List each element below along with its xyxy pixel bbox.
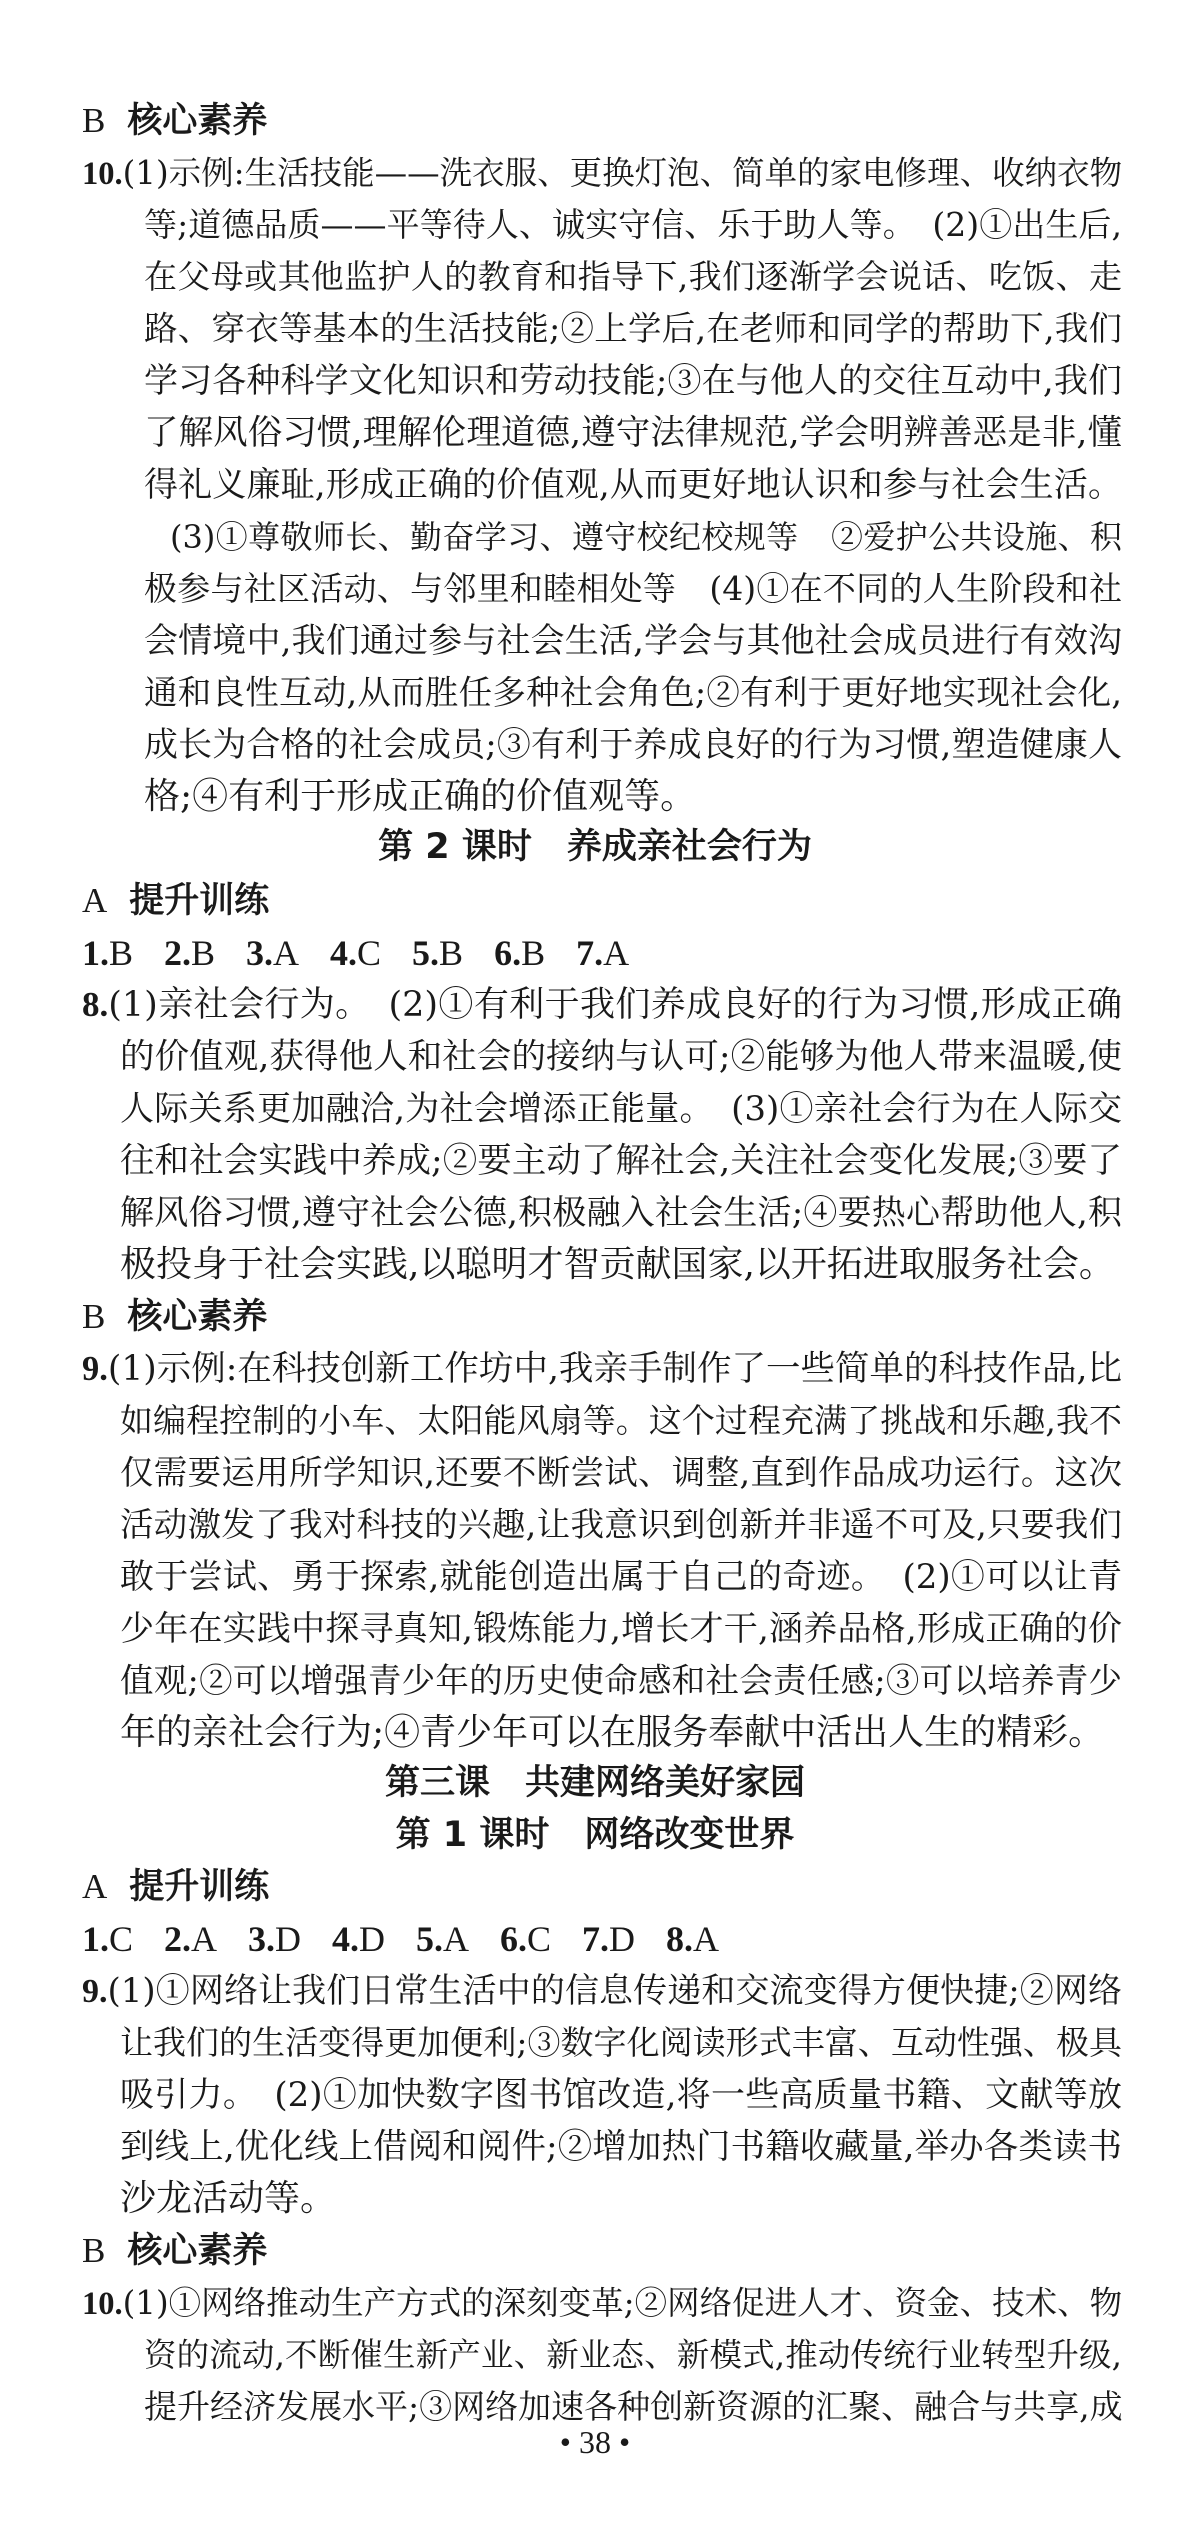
choice-answer: 6.C — [500, 1919, 552, 1959]
answer-line: 极参与社区活动、与邻里和睦相处等 (4)①在不同的人生阶段和社 — [144, 569, 1122, 608]
answer-line: 少年在实践中探寻真知,锻炼能力,增长才干,涵养品格,形成正确的价 — [120, 1609, 1122, 1649]
answer-line: 往和社会实践中养成;②要主动了解社会,关注社会变化发展;③要了 — [120, 1141, 1122, 1181]
choice-answer: 8.A — [666, 1919, 720, 1959]
answer-line: 等;道德品质——平等待人、诚实守信、乐于助人等。 (2)①出生后, — [144, 205, 1122, 244]
answer-line — [82, 148, 1122, 198]
section-label — [82, 2226, 267, 2276]
lesson-heading: 第 1 课时 网络改变世界 — [395, 1815, 795, 1855]
answer-line: 会情境中,我们通过参与社会生活,学会与其他社会成员进行有效沟 — [144, 621, 1122, 661]
answer-line: 成长为合格的社会成员;③有利于养成良好的行为习惯,塑造健康人 — [144, 725, 1122, 765]
section-letter: A — [82, 881, 108, 920]
answer-line: 资的流动,不断催生新产业、新业态、新模式,推动传统行业转型升级, — [144, 2336, 1122, 2374]
question-number: 9. — [82, 1350, 108, 1388]
answer-text: (1)示例:在科技创新工作坊中,我亲手制作了一些简单的科技作品,比 — [107, 1349, 1122, 1389]
answer-line: 敢于尝试、勇于探索,就能创造出属于自己的奇迹。 (2)①可以让青 — [120, 1557, 1122, 1597]
choice-answer: 7.D — [582, 1919, 636, 1959]
answer-line: 学习各种科学文化知识和劳动技能;③在与他人的交往互动中,我们 — [144, 361, 1122, 401]
choice-answer: 6.B — [494, 933, 546, 973]
section-letter: B — [82, 101, 106, 140]
answer-line: 提升经济发展水平;③网络加速各种创新资源的汇聚、融合与共享,成 — [144, 2387, 1123, 2426]
answer-line: 路、穿衣等基本的生活技能;②上学后,在老师和同学的帮助下,我们 — [144, 309, 1122, 348]
choice-answer: 3.A — [246, 933, 300, 973]
answer-line: 在父母或其他监护人的教育和指导下,我们逐渐学会说话、吃饭、走 — [144, 257, 1122, 296]
section-label — [82, 876, 269, 926]
section-title: 核心素养 — [127, 1297, 268, 1337]
choice-answer: 2.B — [164, 933, 216, 973]
choice-answers — [82, 928, 651, 978]
answer-line: (3)①尊敬师长、勤奋学习、遵守校纪校规等 ②爱护公共设施、积 — [170, 518, 1122, 556]
choice-answer: 5.A — [416, 1919, 470, 1959]
section-title: 核心素养 — [127, 101, 268, 141]
answer-text: (1)亲社会行为。 (2)①有利于我们养成良好的行为习惯,形成正确 — [108, 985, 1122, 1025]
question-number: 8. — [82, 985, 109, 1024]
choice-answer: 1.C — [82, 1919, 134, 1959]
answer-line: 了解风俗习惯,理解伦理道德,遵守法律规范,学会明辨善恶是非,懂 — [144, 413, 1122, 453]
choice-answer: 3.D — [248, 1919, 302, 1959]
choice-answer: 4.D — [332, 1919, 386, 1959]
chapter-heading: 第三课 共建网络美好家园 — [384, 1763, 805, 1803]
answer-line — [82, 1966, 1122, 2016]
choice-answer: 2.A — [164, 1919, 218, 1959]
choice-answer: 4.C — [330, 933, 382, 973]
section-letter: B — [82, 2231, 106, 2270]
answer-line: 通和良性互动,从而胜任多种社会角色;②有利于更好地实现社会化, — [144, 673, 1122, 712]
page-number: • 38 • — [559, 2424, 631, 2460]
section-letter: B — [82, 1297, 106, 1336]
question-number: 10. — [82, 2286, 123, 2322]
answer-line — [82, 1344, 1122, 1394]
section-label — [82, 1292, 267, 1342]
question-number: 10. — [82, 156, 123, 192]
answer-line: 让我们的生活变得更加便利;③数字化阅读形式丰富、互动性强、极具 — [120, 2023, 1122, 2062]
answer-line: 如编程控制的小车、太阳能风扇等。这个过程充满了挑战和乐趣,我不 — [120, 1401, 1122, 1440]
answer-line: 格;④有利于形成正确的价值观等。 — [144, 776, 697, 817]
answer-line: 得礼义廉耻,形成正确的价值观,从而更好地认识和参与社会生活。 — [144, 465, 1122, 505]
answer-text: (1)示例:生活技能——洗衣服、更换灯泡、简单的家电修理、收纳衣物 — [122, 154, 1123, 192]
answer-text: (1)①网络推动生产方式的深刻变革;②网络促进人才、资金、技术、物 — [122, 2284, 1123, 2322]
answer-line: 活动激发了我对科技的兴趣,让我意识到创新并非遥不可及,只要我们 — [120, 1505, 1122, 1544]
answer-line: 沙龙活动等。 — [120, 2178, 337, 2219]
choice-answers — [82, 1914, 741, 1964]
answer-line: 值观;②可以增强青少年的历史使命感和社会责任感;③可以培养青少 — [120, 1661, 1122, 1700]
answer-line: 的价值观,获得他人和社会的接纳与认可;②能够为他人带来温暖,使 — [120, 1037, 1122, 1077]
answer-line — [82, 2278, 1122, 2328]
answer-line: 人际关系更加融洽,为社会增添正能量。 (3)①亲社会行为在人际交 — [120, 1089, 1122, 1129]
lesson-heading: 第 2 课时 养成亲社会行为 — [378, 827, 812, 867]
section-title: 提升训练 — [129, 881, 270, 921]
section-label — [82, 1862, 269, 1912]
answer-line: 到线上,优化线上借阅和阅件;②增加热门书籍收藏量,举办各类读书 — [120, 2127, 1122, 2167]
section-title: 提升训练 — [129, 1867, 270, 1907]
choice-answer: 5.B — [412, 933, 464, 973]
choice-answer: 1.B — [82, 933, 134, 973]
answer-line — [82, 980, 1122, 1030]
section-title: 核心素养 — [127, 2231, 268, 2271]
answer-line: 仅需要运用所学知识,还要不断尝试、调整,直到作品成功运行。这次 — [120, 1453, 1122, 1492]
section-label — [82, 96, 267, 146]
answer-line: 解风俗习惯,遵守社会公德,积极融入社会生活;④要热心帮助他人,积 — [120, 1193, 1122, 1233]
section-letter: A — [82, 1867, 108, 1906]
question-number: 9. — [82, 1973, 108, 2010]
answer-line: 吸引力。 (2)①加快数字图书馆改造,将一些高质量书籍、文献等放 — [120, 2075, 1122, 2115]
answer-line: 极投身于社会实践,以聪明才智贡献国家,以开拓进取服务社会。 — [120, 1244, 1115, 1285]
choice-answer: 7.A — [576, 933, 630, 973]
answer-line: 年的亲社会行为;④青少年可以在服务奉献中活出人生的精彩。 — [120, 1712, 1105, 1753]
answer-text: (1)①网络让我们日常生活中的信息传递和交流变得方便快捷;②网络 — [107, 1971, 1122, 2011]
